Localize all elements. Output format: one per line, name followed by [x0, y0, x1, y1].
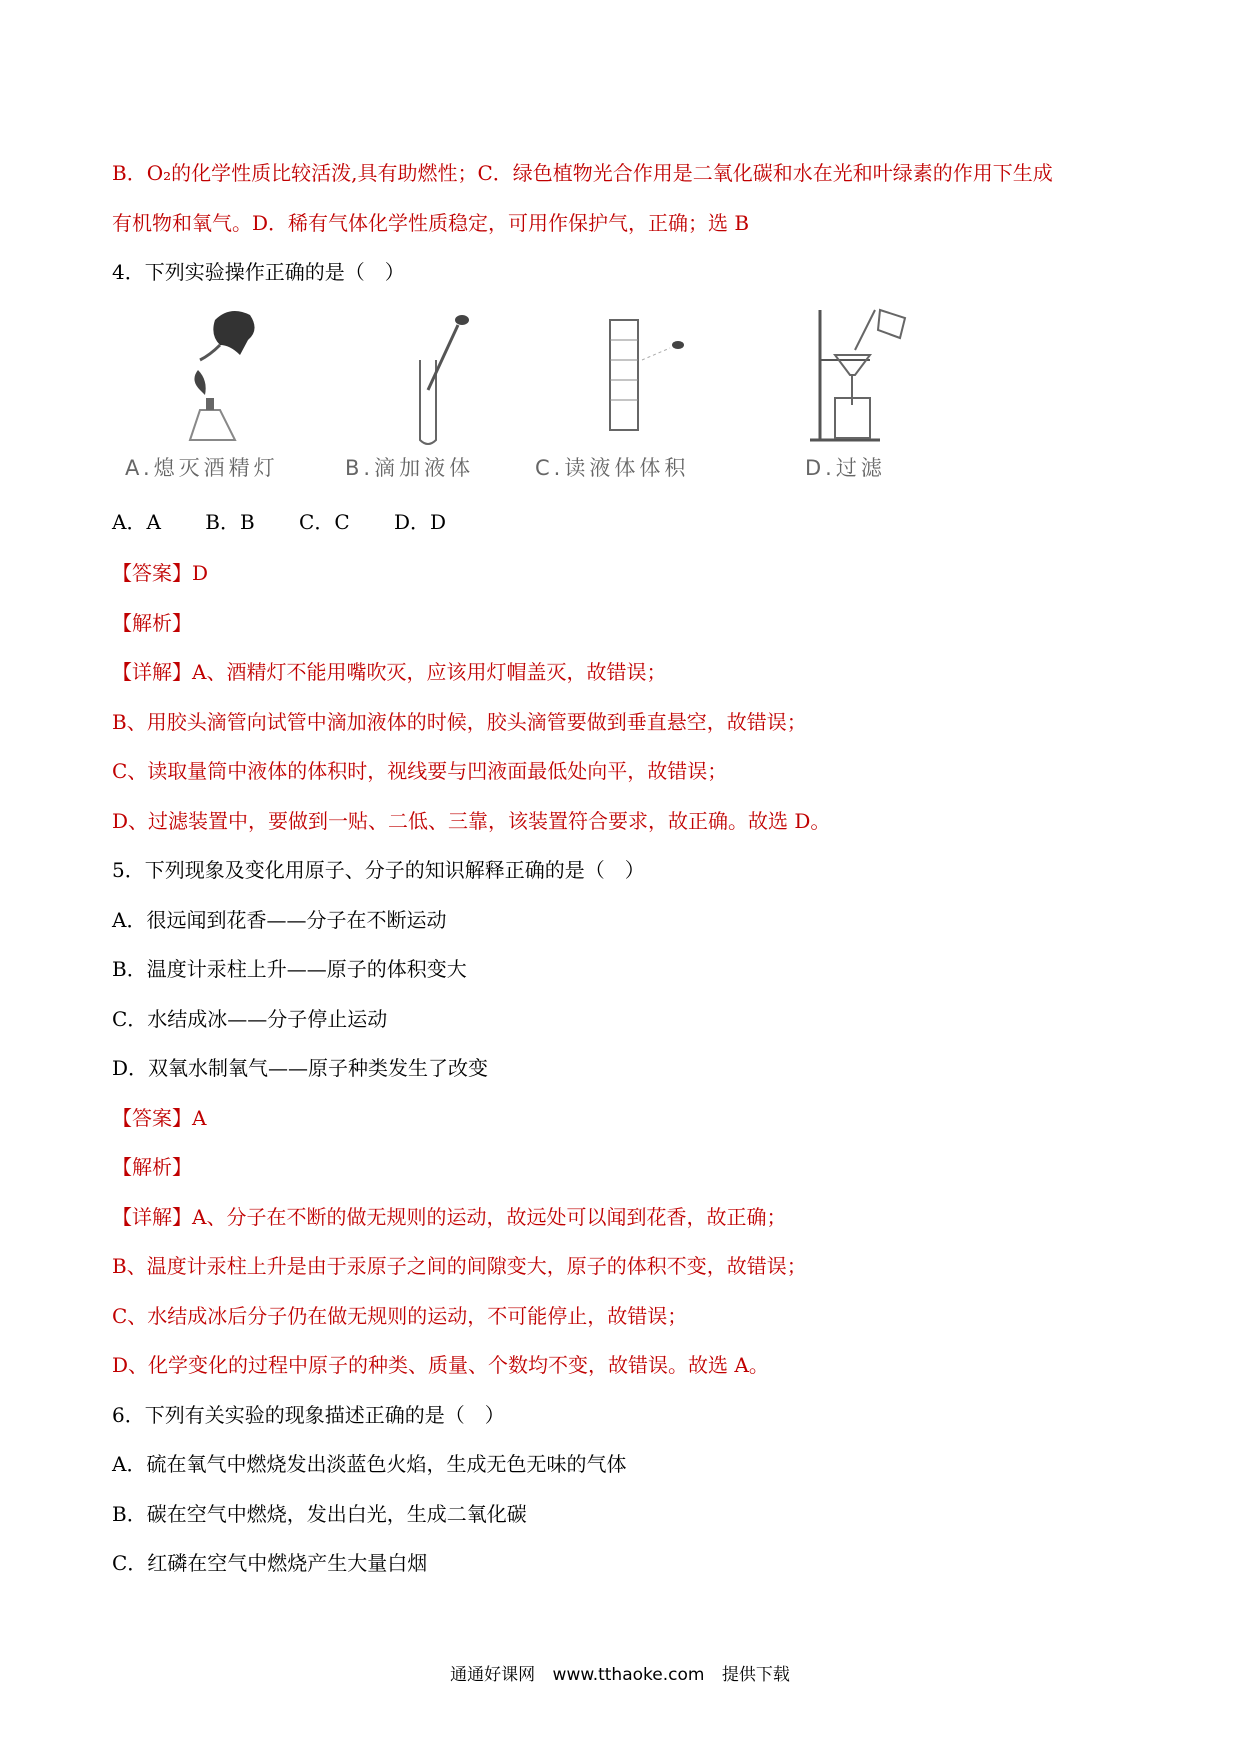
text-line: C．水结成冰——分子停止运动 — [112, 1007, 388, 1031]
text-line: 6．下列有关实验的现象描述正确的是（ ） — [112, 1403, 505, 1427]
text-line: D、化学变化的过程中原子的种类、质量、个数均不变，故错误。故选 A。 — [112, 1353, 769, 1377]
option-b: B．B — [205, 510, 255, 534]
caption-d: D.过滤 — [805, 456, 886, 480]
text-line: 【详解】A、酒精灯不能用嘴吹灭，应该用灯帽盖灭，故错误； — [112, 660, 667, 684]
text-line: C、读取量筒中液体的体积时，视线要与凹液面最低处向平，故错误； — [112, 759, 728, 783]
caption-b: B.滴加液体 — [345, 456, 475, 480]
text-line: D、过滤装置中，要做到一贴、二低、三靠，该装置符合要求，故正确。故选 D。 — [112, 809, 831, 833]
footer-url[interactable]: www.tthaoke.com — [552, 1665, 705, 1685]
text-line: C．红磷在空气中燃烧产生大量白烟 — [112, 1551, 428, 1575]
text-line: B．碳在空气中燃烧，发出白光，生成二氧化碳 — [112, 1502, 527, 1526]
option-d: D．D — [393, 510, 447, 534]
text-line: C、水结成冰后分子仍在做无规则的运动，不可能停止，故错误； — [112, 1304, 688, 1328]
figure-a-extinguish-lamp — [160, 300, 280, 454]
text-line: B．O₂的化学性质比较活泼,具有助燃性；C．绿色植物光合作用是二氧化碳和水在光和叶绿素的作用下生成 — [112, 161, 1053, 185]
q4-options — [112, 509, 484, 535]
text-line: 5．下列现象及变化用原子、分子的知识解释正确的是（ ） — [112, 858, 645, 882]
text-line: B、温度计汞柱上升是由于汞原子之间的间隙变大，原子的体积不变，故错误； — [112, 1254, 807, 1278]
option-a: A．A — [112, 510, 161, 534]
text-line: 【解析】 — [112, 1155, 192, 1179]
text-line: 【答案】A — [112, 1106, 207, 1130]
caption-a: A.熄灭酒精灯 — [125, 456, 279, 480]
text-line: B、用胶头滴管向试管中滴加液体的时候，胶头滴管要做到垂直悬空，故错误； — [112, 710, 807, 734]
option-c: C．C — [299, 510, 350, 534]
text-line: 4．下列实验操作正确的是（ ） — [112, 260, 405, 284]
text-line: 【详解】A、分子在不断的做无规则的运动，故远处可以闻到花香，故正确； — [112, 1205, 787, 1229]
figure-b-add-liquid — [400, 300, 480, 454]
figure-d-filtration — [800, 300, 920, 454]
text-line: 【答案】D — [112, 561, 209, 585]
page-footer — [0, 1660, 1240, 1685]
text-line: 有机物和氧气。D．稀有气体化学性质稳定，可用作保护气，正确；选 B — [112, 211, 750, 235]
text-line: B．温度计汞柱上升——原子的体积变大 — [112, 957, 467, 981]
caption-c: C.读液体体积 — [535, 456, 690, 480]
text-line: A．硫在氧气中燃烧发出淡蓝色火焰，生成无色无味的气体 — [112, 1452, 627, 1476]
footer-site: 通通好课网 — [450, 1665, 536, 1685]
footer-note: 提供下载 — [721, 1665, 790, 1685]
text-line: 【解析】 — [112, 611, 192, 635]
figure-c-read-volume — [590, 300, 710, 454]
text-line: A．很远闻到花香——分子在不断运动 — [112, 908, 447, 932]
text-line: D．双氧水制氧气——原子种类发生了改变 — [112, 1056, 489, 1080]
